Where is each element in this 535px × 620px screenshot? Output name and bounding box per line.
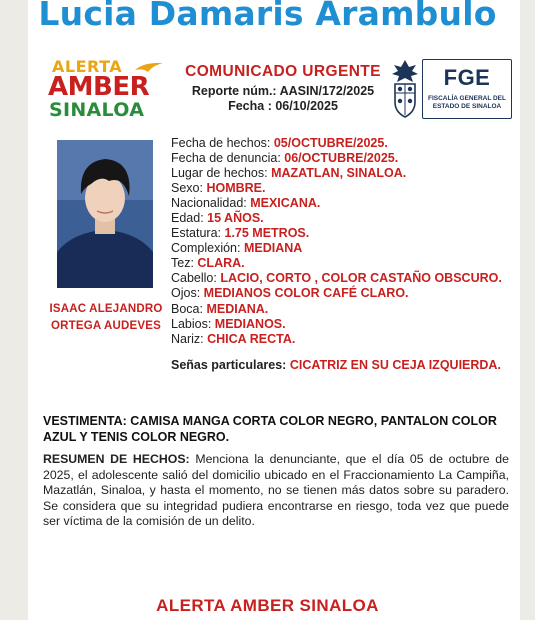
detail-label: Fecha de hechos:	[171, 136, 274, 150]
details-list	[171, 136, 516, 347]
facts-summary	[43, 452, 509, 530]
alerta-amber-logo	[48, 58, 166, 124]
detail-value: 05/OCTUBRE/2025.	[273, 136, 388, 150]
fge-subtitle-1: FISCALÍA GENERAL DEL	[427, 95, 506, 102]
missing-person-photo	[57, 140, 153, 288]
detail-label: Boca:	[171, 301, 207, 316]
name-line-1: ISAAC ALEJANDRO	[49, 303, 163, 315]
detail-row	[171, 166, 516, 181]
detail-row	[171, 332, 516, 347]
detail-label: Ojos:	[171, 286, 204, 301]
detail-row	[171, 286, 516, 301]
detail-row	[171, 136, 516, 151]
detail-value: MEDIANOS.	[214, 316, 286, 331]
detail-label: Edad:	[171, 211, 208, 226]
distinguishing-marks	[171, 358, 501, 372]
detail-row	[171, 317, 516, 332]
fge-badge	[422, 59, 512, 119]
urgent-heading: COMUNICADO URGENTE	[185, 63, 381, 80]
logo-line-alerta: ALERTA	[52, 57, 123, 76]
summary-text: Menciona la denunciante, que el día 05 de octubre de 2025, el adolescente salió del domicilio ubicado en el Fraccionamiento La Campiña, Mazatlán, Sinaloa, y hasta el momento, no se tienen más datos sobre su paradero. Se considera que su integridad pudiera encontrarse en riesgo, toda vez que puede ser víctima de la comisión de un delito.	[43, 452, 509, 529]
report-date: Fecha : 06/10/2025	[228, 98, 338, 113]
detail-label: Labios:	[171, 316, 215, 331]
detail-row	[171, 226, 516, 241]
detail-label: Fecha de denuncia:	[171, 151, 285, 166]
report-header	[176, 63, 390, 114]
detail-row	[171, 256, 516, 271]
detail-label: Nariz:	[171, 331, 208, 346]
detail-value: CHICA RECTA.	[207, 331, 296, 346]
detail-value: 15 AÑOS.	[207, 211, 264, 226]
logo-line-sinaloa: SINALOA	[49, 99, 145, 121]
detail-row	[171, 241, 516, 256]
detail-label: Lugar de hechos:	[171, 166, 272, 181]
state-emblem-icon	[390, 58, 420, 120]
detail-value: MEDIANA	[243, 241, 303, 256]
summary-label: RESUMEN DE HECHOS:	[43, 452, 190, 466]
detail-label: Estatura:	[171, 226, 225, 241]
detail-value: HOMBRE.	[206, 181, 266, 196]
marks-value: CICATRIZ EN SU CEJA IZQUIERDA.	[289, 358, 501, 372]
detail-value: 06/OCTUBRE/2025.	[284, 151, 399, 166]
detail-row	[171, 302, 516, 317]
detail-label: Tez:	[171, 256, 198, 271]
logo-line-amber: AMBER	[48, 72, 150, 102]
marks-label: Señas particulares:	[171, 358, 290, 372]
detail-row	[171, 151, 516, 166]
person-portrait-icon	[57, 140, 153, 288]
detail-label: Nacionalidad:	[171, 196, 251, 211]
detail-label: Sexo:	[171, 181, 207, 196]
detail-value: CLARA.	[197, 256, 245, 271]
detail-row	[171, 181, 516, 196]
detail-row	[171, 211, 516, 226]
detail-label: Complexión:	[171, 241, 244, 256]
fge-logo	[390, 58, 512, 120]
clothing-description: VESTIMENTA: CAMISA MANGA CORTA COLOR NEGRO, PANTALON COLOR AZUL Y TENIS COLOR NEGRO.	[43, 414, 497, 444]
detail-value: MAZATLAN, SINALOA.	[271, 166, 407, 181]
detail-value: LACIO, CORTO , COLOR CASTAÑO OBSCURO.	[220, 271, 502, 286]
poster-title: Lucia Damaris Arambulo	[38, 0, 497, 33]
fge-acronym: FGE	[443, 65, 491, 90]
detail-value: 1.75 METROS.	[224, 226, 310, 241]
name-line-2: ORTEGA AUDEVES	[51, 320, 161, 333]
footer-banner: ALERTA AMBER SINALOA	[156, 596, 379, 615]
detail-row	[171, 271, 516, 286]
detail-value: MEDIANA.	[206, 301, 269, 316]
missing-person-name	[48, 301, 164, 336]
detail-label: Cabello:	[171, 271, 221, 286]
detail-value: MEDIANOS COLOR CAFÉ CLARO.	[203, 286, 409, 301]
detail-row	[171, 196, 516, 211]
report-number: Reporte núm.: AASIN/172/2025	[191, 83, 375, 98]
fge-subtitle-2: ESTADO DE SINALOA	[432, 102, 502, 110]
detail-value: MEXICANA.	[250, 196, 321, 211]
